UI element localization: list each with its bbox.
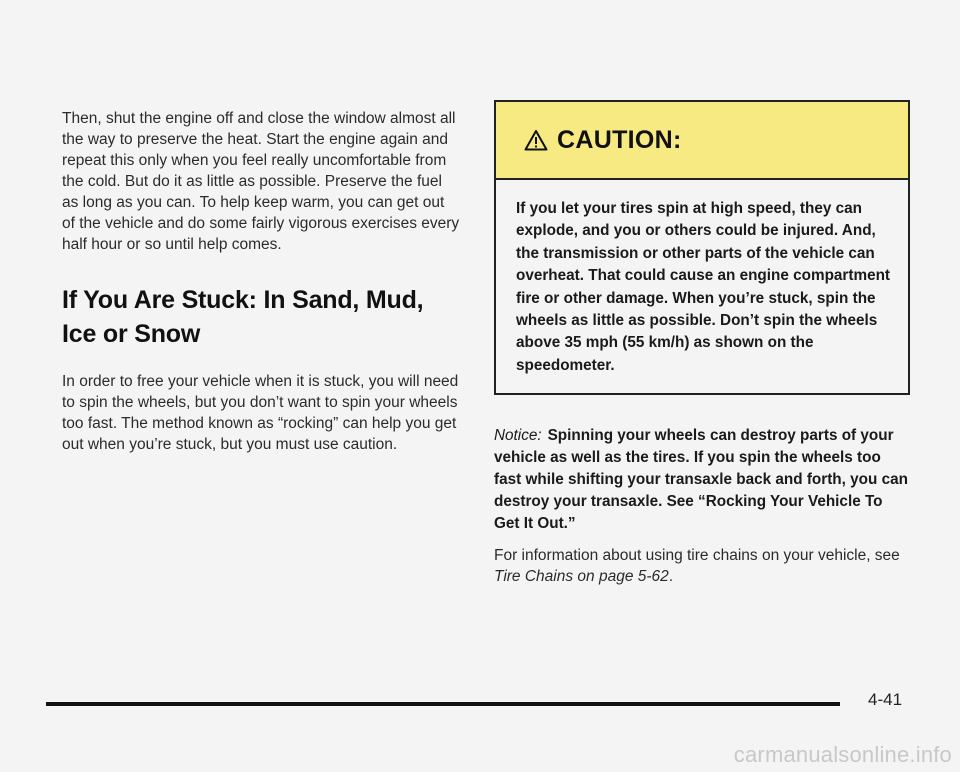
notice-text: Spinning your wheels can destroy parts of your vehicle as well as the tires. If you spin the wheels too fast while shifting your transaxle back and forth, you can destroy your transaxle. See “Rocking Your Vehicle To Get It Out.” bbox=[494, 427, 908, 533]
caution-header bbox=[496, 102, 908, 180]
caution-title: CAUTION: bbox=[557, 125, 682, 154]
caution-text: If you let your tires spin at high speed, they can explode, and you or others could be injured. And, the transmission or other parts of the vehicle can overheat. That could cause an engine compartment fire or other damage. When you’re stuck, spin the wheels as little as possible. Don’t spin the wheels above 35 mph (55 km/h) as shown on the speedometer. bbox=[516, 200, 891, 374]
section-heading: If You Are Stuck: In Sand, Mud, Ice or Snow bbox=[62, 286, 424, 348]
tire-chains-paragraph bbox=[494, 545, 910, 587]
right-column bbox=[494, 100, 910, 587]
intro-paragraph: Then, shut the engine off and close the window almost all the way to preserve the heat. Start the engine again and repeat this only when you feel really uncomfortable from the cold. But do it as little as possible. Preserve the fuel as long as you can. To help keep warm, you can get out of the vehicle and do some fairly vigorous exercises every half hour or so until help comes. bbox=[62, 110, 460, 253]
watermark: carmanualsonline.info bbox=[733, 742, 952, 767]
info-suffix: . bbox=[668, 568, 674, 586]
page-number: 4-41 bbox=[868, 690, 903, 709]
notice-paragraph bbox=[494, 425, 910, 535]
notice-label: Notice: bbox=[494, 427, 542, 445]
footer-rule bbox=[46, 702, 840, 706]
left-column bbox=[62, 108, 460, 455]
caution-box bbox=[494, 100, 910, 395]
caution-title-row bbox=[524, 126, 682, 155]
warning-triangle-icon bbox=[524, 129, 548, 151]
tire-chains-reference: Tire Chains on page 5-62 bbox=[494, 568, 669, 586]
info-prefix: For information about using tire chains on your vehicle, see bbox=[494, 547, 900, 565]
stuck-paragraph: In order to free your vehicle when it is stuck, you will need to spin the wheels, but you don’t want to spin your wheels too fast. The method known as “rocking” can help you get out when you’re stuck, but you must use caution. bbox=[62, 373, 459, 453]
